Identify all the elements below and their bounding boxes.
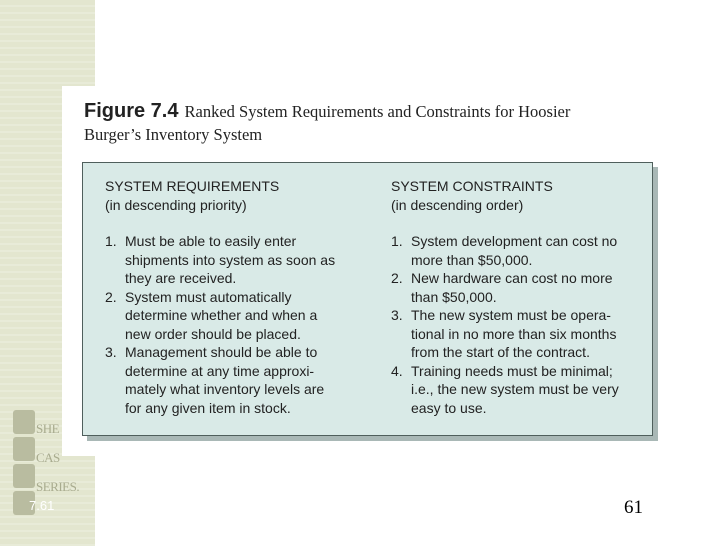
requirements-box	[82, 162, 653, 436]
list-item	[391, 362, 641, 418]
constraints-column	[391, 177, 641, 417]
list-item	[105, 288, 375, 344]
item-text: Must be able to easily enter shipments into system as soon as they are received.	[125, 233, 336, 286]
logo-bar	[13, 437, 35, 461]
logo-line: SHE	[36, 421, 60, 436]
constraints-list	[391, 232, 641, 417]
logo-bar	[13, 464, 35, 488]
list-item	[391, 306, 641, 362]
item-text: Management should be able to determine at any time approxi- mately what inventory levels are for any given item in stock.	[125, 344, 325, 416]
item-text: System must automatically determine whether and when a new order should be placed.	[125, 288, 318, 342]
item-number: 3.	[391, 307, 403, 323]
item-text: New hardware can cost no more than $50,000.	[411, 270, 613, 305]
item-number: 2.	[391, 270, 403, 286]
list-item	[105, 232, 375, 288]
logo-line: CAS	[36, 450, 60, 465]
logo-line: SERIES.	[36, 479, 80, 494]
constraints-heading: SYSTEM CONSTRAINTS (in descending order)	[391, 178, 553, 213]
item-text: The new system must be opera- tional in no more than six months from the start of the contract.	[411, 307, 617, 360]
figure-label: Figure 7.4	[84, 100, 179, 122]
list-item	[105, 343, 375, 417]
item-number: 1.	[391, 233, 403, 249]
item-text: Training needs must be minimal; i.e., the new system must be very easy to use.	[411, 362, 619, 416]
list-item	[391, 269, 641, 306]
item-number: 2.	[105, 288, 117, 305]
figure-caption	[84, 100, 644, 146]
requirements-list	[105, 232, 375, 417]
item-text: System development can cost no more than $50,000.	[411, 233, 618, 268]
figure-title: Ranked System Requirements and Constraints for Hoosier Burger’s Inventory System	[84, 102, 571, 144]
requirements-column	[105, 177, 375, 417]
slide-label: 7.61	[29, 498, 55, 513]
item-number: 1.	[105, 233, 117, 249]
page-number: 61	[624, 497, 643, 518]
item-number: 4.	[391, 362, 403, 379]
list-item	[391, 232, 641, 269]
requirements-heading: SYSTEM REQUIREMENTS (in descending priority)	[105, 178, 280, 213]
logo-bar	[13, 410, 35, 434]
item-number: 3.	[105, 344, 117, 360]
